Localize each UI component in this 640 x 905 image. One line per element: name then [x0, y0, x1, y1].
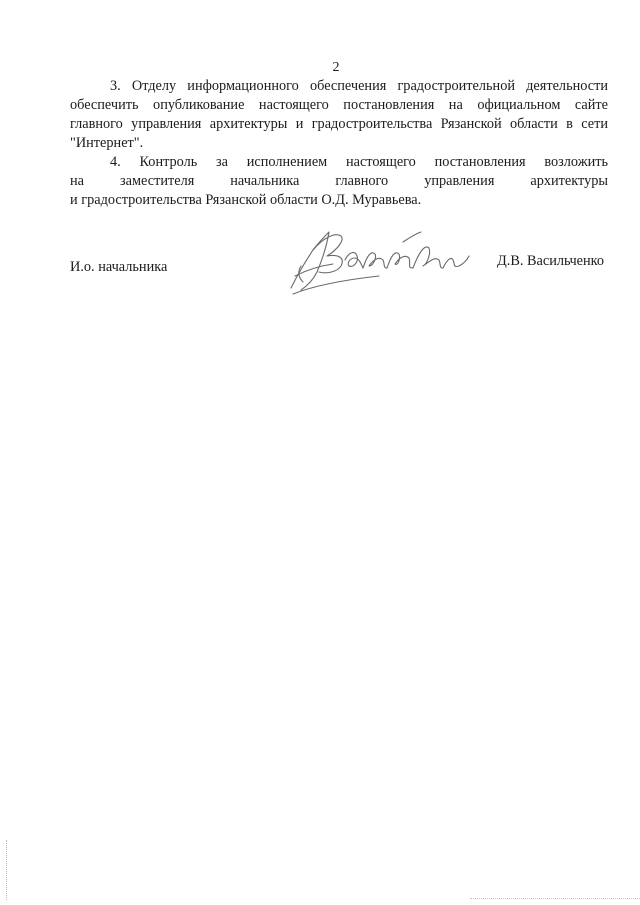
- handwritten-signature: [283, 216, 473, 296]
- paragraph-4-line-2: на заместителя начальника главного управления архитектуры: [70, 173, 608, 189]
- scan-edge-mark-bottom: [470, 898, 640, 900]
- signatory-title: И.о. начальника: [70, 259, 168, 275]
- paragraph-4-line-3: и градостроительства Рязанской области О.Д. Муравьева.: [70, 192, 422, 208]
- paragraph-3-line-2: обеспечить опубликование настоящего постановления на официальном сайте: [70, 97, 608, 113]
- scan-edge-mark-left: [6, 840, 8, 900]
- paragraph-3-line-3: главного управления архитектуры и градостроительства Рязанской области в сети: [70, 116, 608, 132]
- paragraph-3-line-1: 3. Отделу информационного обеспечения градостроительной деятельности: [110, 78, 608, 94]
- page-number: 2: [332, 60, 340, 75]
- paragraph-3-line-4: "Интернет".: [70, 135, 144, 151]
- signatory-name: Д.В. Васильченко: [497, 253, 605, 269]
- paragraph-4: [70, 153, 608, 210]
- paragraph-4-line-1: 4. Контроль за исполнением настоящего постановления возложить: [110, 154, 608, 170]
- paragraph-3: [70, 77, 608, 153]
